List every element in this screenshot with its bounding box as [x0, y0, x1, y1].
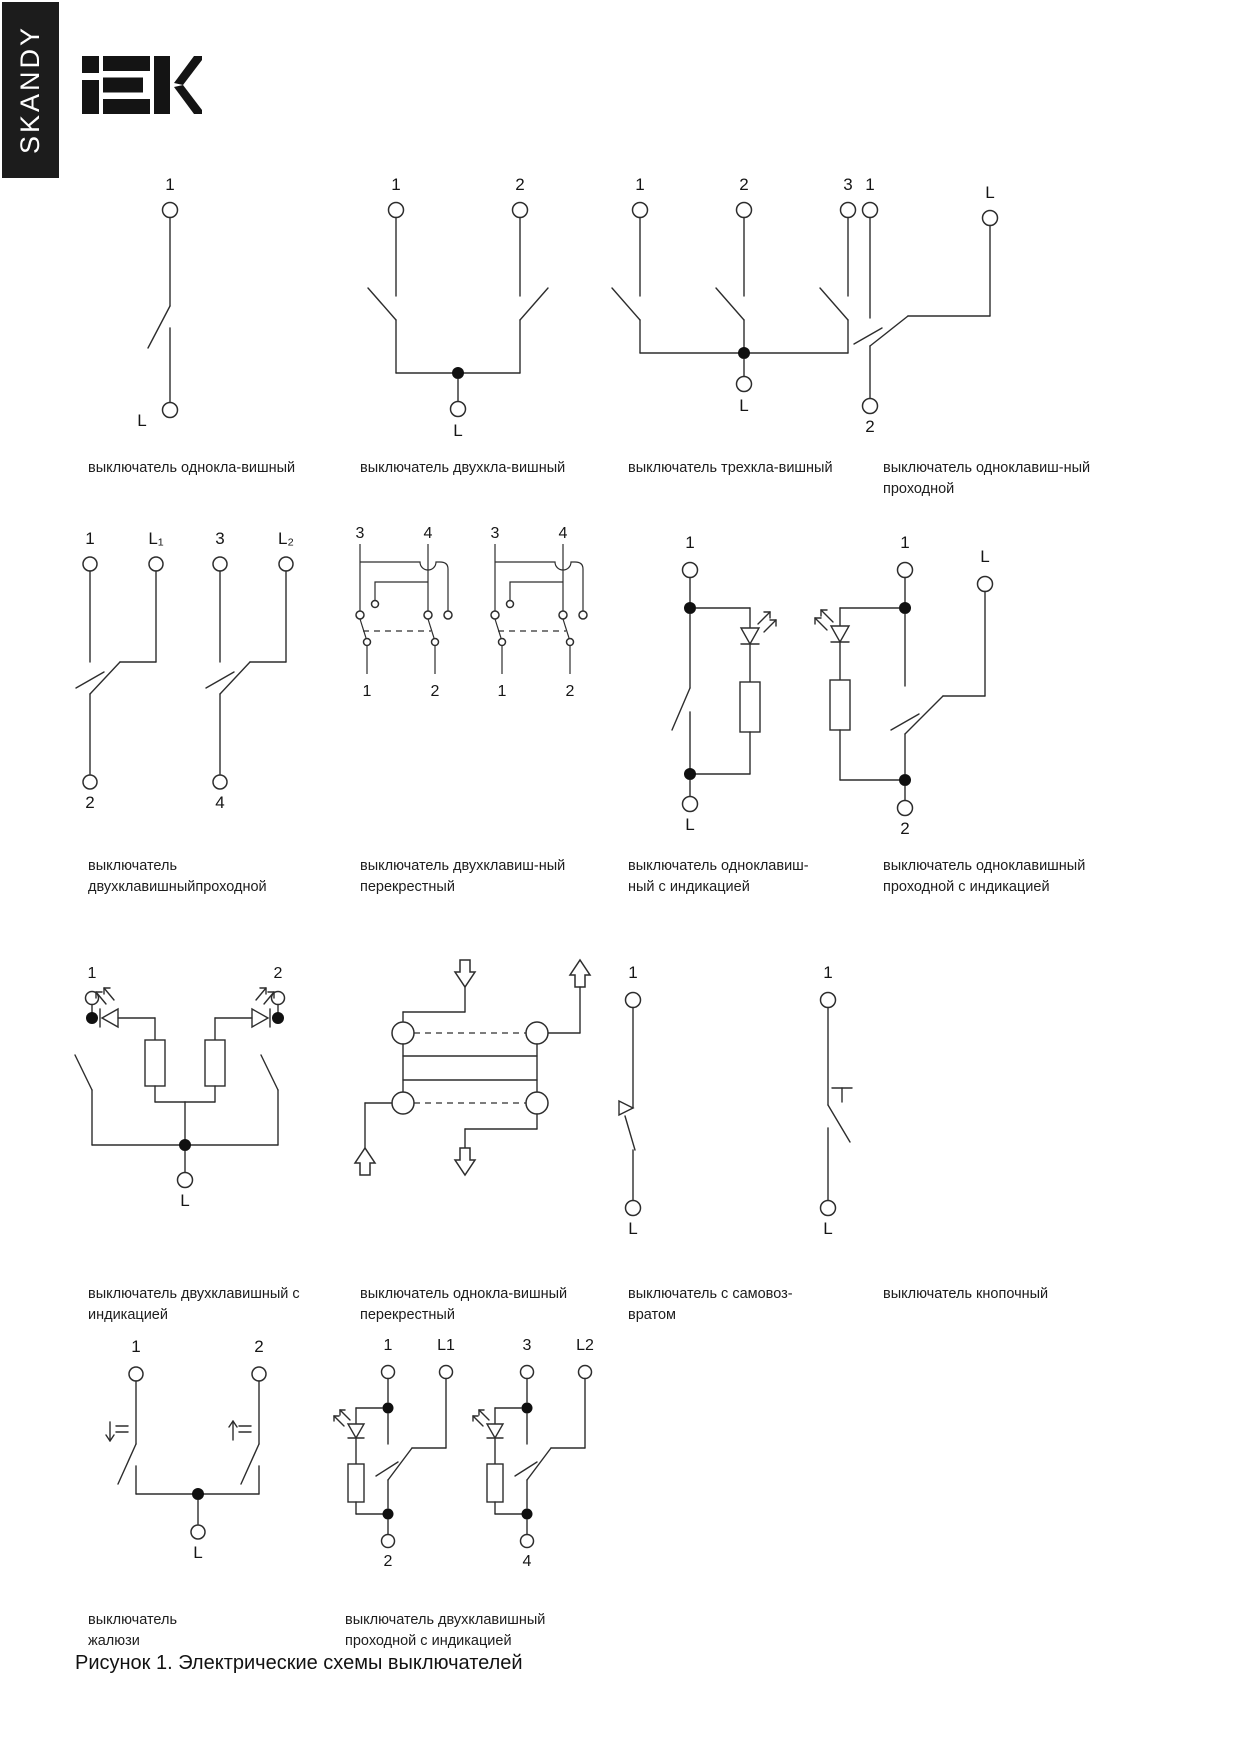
resistor — [145, 1040, 165, 1086]
resistor — [487, 1464, 503, 1502]
terminal-label: 3 — [215, 529, 225, 548]
terminal-label: 1 — [635, 175, 645, 194]
switch-blade — [118, 1444, 136, 1484]
iek-logo — [82, 56, 202, 114]
caption-line: проходной — [883, 481, 955, 497]
switch-blade — [261, 1055, 278, 1090]
switch-blade — [75, 1055, 92, 1090]
side-brand-tab — [2, 2, 59, 178]
diagram-caption — [88, 1610, 350, 1652]
down-arrow-icon — [455, 960, 475, 987]
schematic-two-gang-switch — [330, 166, 590, 448]
schematic-one-gang-two-way-switch — [828, 166, 1020, 448]
caption-line: выключатель — [88, 1612, 178, 1628]
caption-line: выключатель одноклавишный — [883, 858, 1086, 874]
caption-line: выключатель двухкла-вишный — [360, 460, 566, 476]
switch-blade — [148, 306, 170, 348]
terminal-label: 2 — [739, 175, 749, 194]
caption-line: выключатель одноклавиш-ный — [883, 460, 1091, 476]
terminal-label: L — [628, 1219, 638, 1238]
junction-dot — [192, 1488, 204, 1500]
crossover-unit — [356, 525, 452, 700]
terminal-label: 1 — [165, 175, 175, 194]
diagram-caption — [628, 1284, 890, 1326]
terminal-label: L — [739, 396, 749, 415]
down-arrow-icon — [455, 1148, 475, 1175]
terminal-label: 2 — [900, 819, 910, 838]
schematic-two-gang-switch-with-indicator — [70, 958, 300, 1238]
caption-line: ный с индикацией — [628, 879, 750, 895]
led-icon — [741, 612, 776, 644]
diagram-caption — [88, 1284, 350, 1326]
terminal-label: 1 — [497, 683, 507, 700]
terminal-label: 2 — [254, 1337, 264, 1356]
terminal-label: 2 — [273, 965, 283, 982]
up-arrow-icon — [355, 1148, 375, 1175]
caption-line: выключатель с самовоз- — [628, 1286, 793, 1302]
terminal-label: 2 — [383, 1553, 393, 1570]
crossover-unit — [491, 525, 587, 700]
switch-blade — [828, 1105, 850, 1142]
junction-dot — [179, 1139, 191, 1151]
junction-dot — [899, 602, 911, 614]
terminal-label: 3 — [522, 1337, 532, 1354]
schematic-one-gang-crossover-switch — [345, 952, 595, 1182]
terminal-label: L₂ — [277, 529, 295, 548]
terminal-label: L₁ — [148, 529, 164, 548]
switch-blade — [388, 1448, 412, 1480]
terminal-label: 4 — [423, 525, 433, 542]
diagram-caption — [883, 856, 1145, 898]
diagram-caption — [360, 458, 622, 479]
schematic-two-gang-two-way-switch — [68, 522, 314, 818]
terminal-label: 3 — [355, 525, 365, 542]
terminal-label: 1 — [87, 965, 97, 982]
caption-line: выключатель двухклавишный — [345, 1612, 546, 1628]
diagram-caption — [345, 1610, 607, 1652]
terminal-label: 2 — [515, 175, 525, 194]
diagram-caption — [883, 1284, 1145, 1305]
figure-caption: Рисунок 1. Электрические схемы выключателей — [75, 1652, 523, 1674]
terminal-label: L — [453, 421, 463, 440]
switch-blade — [368, 288, 396, 320]
terminal-label: 1 — [685, 533, 695, 552]
junction-dot — [383, 1509, 394, 1520]
terminal-label: 4 — [215, 793, 225, 812]
switch-blade — [625, 1116, 635, 1150]
led-icon — [252, 988, 274, 1027]
junction-dot — [684, 768, 696, 780]
diagram-caption — [88, 458, 350, 479]
led-icon — [473, 1410, 503, 1438]
caption-line: выключатель одноклавиш- — [628, 858, 809, 874]
caption-line: проходной с индикацией — [345, 1633, 512, 1649]
diagram-caption — [883, 458, 1145, 500]
caption-line: выключатель двухклавиш-ный — [360, 858, 566, 874]
caption-line: выключатель однокла-вишный — [88, 460, 296, 476]
junction-dot — [452, 367, 464, 379]
schematic-self-return-switch — [573, 958, 693, 1254]
caption-line: перекрестный — [360, 1307, 455, 1323]
indicator-two-way-unit — [473, 1337, 594, 1570]
terminal-label: L — [193, 1543, 203, 1562]
terminal-label: L — [980, 547, 990, 566]
terminal-label: 1 — [131, 1337, 141, 1356]
junction-dot — [522, 1509, 533, 1520]
switch-blade — [520, 288, 548, 320]
switch-blade — [527, 1448, 551, 1480]
terminal-circle — [163, 403, 178, 418]
terminal-label: 2 — [430, 683, 440, 700]
blinds-up-arrow-icon — [229, 1421, 251, 1440]
diagram-caption — [628, 856, 890, 898]
junction-dot — [738, 347, 750, 359]
schematic-two-gang-two-way-switch-with-indicator — [300, 1332, 612, 1598]
schematic-blinds-switch — [92, 1332, 316, 1598]
junction-dot — [522, 1403, 533, 1414]
junction-dot — [684, 602, 696, 614]
terminal-label: 1 — [823, 963, 833, 982]
junction-dot — [272, 1012, 284, 1024]
schematic-two-way-switch-with-indicator — [805, 528, 1005, 844]
caption-line: выключатель — [88, 858, 178, 874]
diagram-caption — [360, 1284, 622, 1326]
indicator-two-way-unit — [334, 1337, 455, 1570]
terminal-circle — [163, 203, 178, 218]
junction-dot — [899, 774, 911, 786]
terminal-label: L — [823, 1219, 833, 1238]
terminal-label: 3 — [490, 525, 500, 542]
terminal-label: L — [685, 815, 695, 834]
terminal-label: L — [985, 183, 995, 202]
push-button-actuator-icon — [832, 1088, 852, 1102]
brand-vertical-label: SKANDY — [15, 25, 45, 155]
switch-blade — [672, 688, 690, 730]
schematic-push-button-switch — [768, 958, 908, 1254]
switch-blade — [905, 696, 943, 734]
terminal-label: 2 — [565, 683, 575, 700]
diagram-caption — [360, 856, 622, 898]
self-return-triangle-icon — [619, 1101, 633, 1115]
led-icon — [96, 988, 118, 1027]
schematic-two-gang-crossover-switch — [345, 522, 595, 714]
resistor — [830, 680, 850, 730]
terminal-label: L — [180, 1191, 190, 1210]
schematic-one-gang-switch — [108, 166, 268, 436]
terminal-label: 3 — [843, 175, 853, 194]
resistor — [740, 682, 760, 732]
junction-dot — [86, 1012, 98, 1024]
junction-dot — [383, 1403, 394, 1414]
terminal-label: 1 — [628, 963, 638, 982]
caption-line: выключатель кнопочный — [883, 1286, 1049, 1302]
terminal-label: 2 — [85, 793, 95, 812]
caption-line: проходной с индикацией — [883, 879, 1050, 895]
terminal-label: 4 — [522, 1553, 532, 1570]
terminal-label: 1 — [362, 683, 372, 700]
caption-line: двухклавишныйпроходной — [88, 879, 267, 895]
resistor — [205, 1040, 225, 1086]
diagram-caption — [628, 458, 890, 479]
caption-line: жалюзи — [88, 1633, 140, 1649]
terminal-label: L — [137, 411, 147, 430]
caption-line: выключатель однокла-вишный — [360, 1286, 568, 1302]
terminal-label: L2 — [576, 1337, 594, 1354]
caption-line: выключатель трехкла-вишный — [628, 460, 833, 476]
caption-line: индикацией — [88, 1307, 168, 1323]
switch-blade — [241, 1444, 259, 1484]
led-icon — [815, 610, 849, 642]
terminal-label: 4 — [558, 525, 568, 542]
terminal-label: 1 — [85, 529, 95, 548]
terminal-label: 1 — [391, 175, 401, 194]
caption-line: вратом — [628, 1307, 677, 1323]
schematic-one-gang-switch-with-indicator — [628, 528, 798, 844]
terminal-label: 2 — [865, 417, 875, 436]
terminal-label: 1 — [383, 1337, 393, 1354]
caption-line: выключатель двухклавишный с — [88, 1286, 300, 1302]
led-icon — [334, 1410, 364, 1438]
resistor — [348, 1464, 364, 1502]
blinds-down-arrow-icon — [106, 1422, 128, 1441]
caption-line: перекрестный — [360, 879, 455, 895]
terminal-label: L1 — [437, 1337, 455, 1354]
terminal-label: 1 — [865, 175, 875, 194]
diagram-caption — [88, 856, 350, 898]
terminal-label: 1 — [900, 533, 910, 552]
